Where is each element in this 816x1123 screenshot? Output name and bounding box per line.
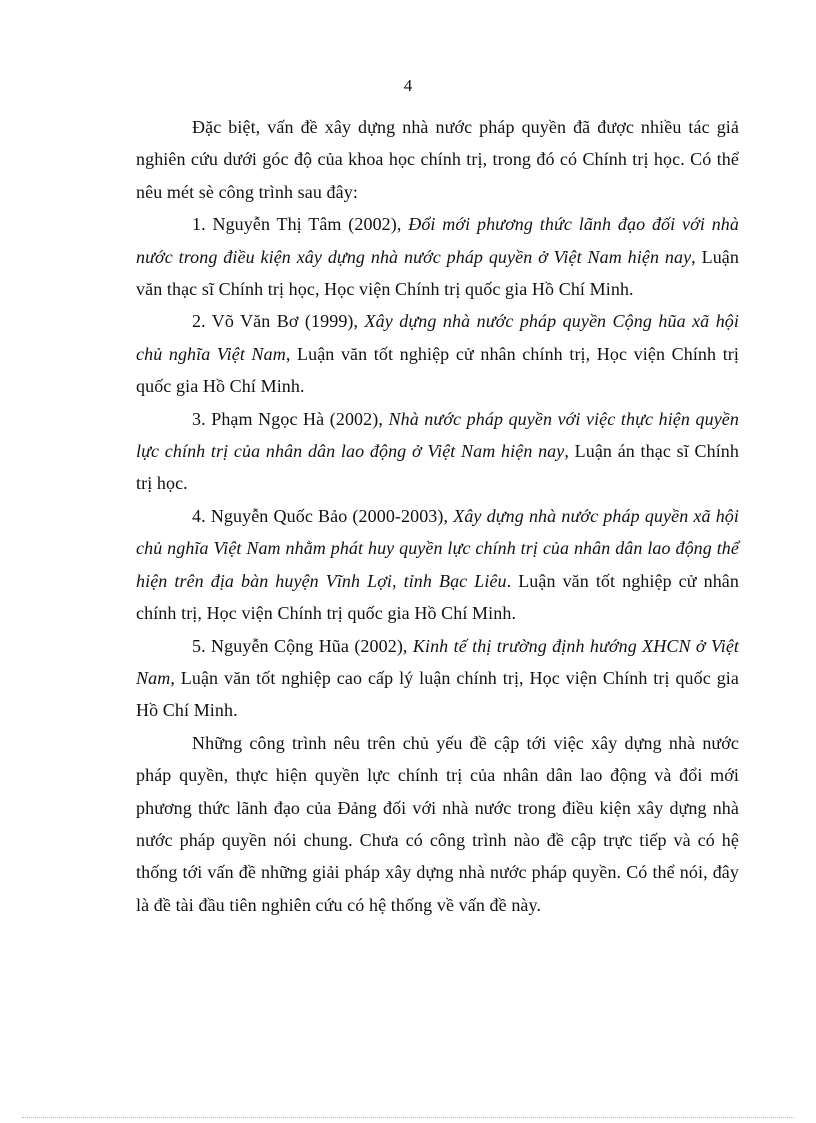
page-bottom-divider [22, 1117, 794, 1118]
reference-item [136, 305, 739, 402]
reference-publication: . Luận văn tốt nghiệp cử nhân chính trị, Học viện Chính trị quốc gia Hồ Chí Minh. [136, 570, 739, 624]
reference-item [136, 500, 739, 630]
reference-author: 4. Nguyễn Quốc Bảo (2000-2003), [192, 505, 454, 526]
reference-item [136, 403, 739, 500]
reference-publication: , Luận văn tốt nghiệp cao cấp lý luận chính trị, Học viện Chính trị quốc gia Hồ Chí Minh. [136, 667, 739, 721]
conclusion-paragraph: Những công trình nêu trên chủ yếu đề cập tới việc xây dựng nhà nước pháp quyền, thực hiện quyền lực chính trị của nhân dân lao động và đổi mới phương thức lãnh đạo của Đảng đối với nhà nước trong điều kiện xây dựng nhà nước pháp quyền nói chung. Chưa có công trình nào đề cập trực tiếp và có hệ thống tới vấn đề những giải pháp xây dựng nhà nước pháp quyền. Có thể nói, đây là đề tài đầu tiên nghiên cứu có hệ thống về vấn đề này. [136, 732, 739, 915]
reference-item [136, 630, 739, 727]
page-number: 4 [403, 76, 413, 95]
reference-publication: , Luận án thạc sĩ Chính trị học. [136, 441, 739, 494]
reference-item [136, 208, 739, 305]
reference-author: 2. Võ Văn Bơ (1999), [192, 311, 365, 332]
reference-title: Nhà nước pháp quyền với việc thực hiện quyền lực chính trị của nhân dân lao động ở Việt Nam hiện nay [136, 408, 739, 462]
document-body [136, 111, 739, 921]
reference-title: Kinh tế thị trường định hướng XHCN ở Việt Nam [136, 635, 740, 688]
reference-title: Đổi mới phương thức lãnh đạo đối với nhà nước trong điều kiện xây dựng nhà nước pháp quyền ở Việt Nam hiện nay [136, 214, 739, 267]
reference-author: 3. Phạm Ngọc Hà (2002), [192, 408, 389, 429]
reference-publication: , Luận văn thạc sĩ Chính trị học, Học viện Chính trị quốc gia Hồ Chí Minh. [136, 246, 739, 300]
reference-publication: , Luận văn tốt nghiệp cử nhân chính trị, Học viện Chính trị quốc gia Hồ Chí Minh. [136, 343, 739, 397]
reference-title: Xây dựng nhà nước pháp quyền xã hội chủ nghĩa Việt Nam nhằm phát huy quyền lực chính trị của nhân dân lao động thể hiện trên địa bàn huyện Vĩnh Lợi, tỉnh Bạc Liêu [136, 505, 740, 591]
reference-author: 5. Nguyễn Cộng Hũa (2002), [192, 635, 413, 656]
intro-paragraph: Đặc biệt, vấn đề xây dựng nhà nước pháp quyền đã được nhiều tác giả nghiên cứu dưới góc độ của khoa học chính trị, trong đó có Chính trị học. Có thể nêu mét sè công trình sau đây: [136, 117, 739, 202]
reference-title: Xây dựng nhà nước pháp quyền Cộng hũa xã hội chủ nghĩa Việt Nam [136, 311, 739, 364]
reference-author: 1. Nguyễn Thị Tâm (2002), [192, 214, 409, 235]
